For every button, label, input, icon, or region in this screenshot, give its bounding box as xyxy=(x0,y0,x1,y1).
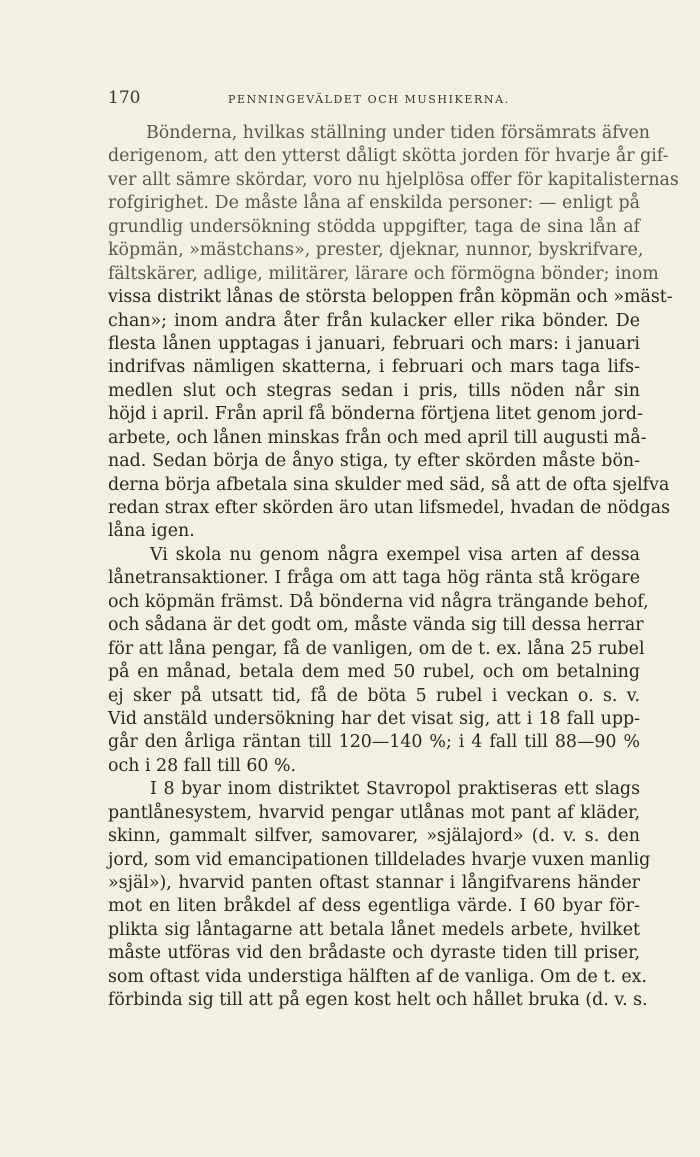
page-number: 170 xyxy=(108,88,141,108)
text-line: ej sker på utsatt tid, få de böta 5 rubel i veckan o. s. v. xyxy=(108,685,640,706)
text-line: plikta sig låntagarne att betala lånet medels arbete, hvilket xyxy=(108,919,640,940)
text-line: grundlig undersökning stödda uppgifter, taga de sina lån af xyxy=(108,216,640,237)
text-line: pantlånesystem, hvarvid pengar utlånas mot pant af kläder, xyxy=(108,802,640,823)
text-line: går den årliga räntan till 120—140 %; i 4 fall till 88—90 % xyxy=(108,732,640,753)
text-line: nad. Sedan börja de ånyo stiga, ty efter skörden måste bön- xyxy=(108,451,640,472)
text-line: derigenom, att den ytterst dåligt skötta jorden för hvarje år gif- xyxy=(108,146,669,167)
text-line: flesta lånen upptagas i januari, februari och mars: i januari xyxy=(108,333,640,354)
text-line: och köpmän främst. Då bönderna vid några trängande behof, xyxy=(108,591,649,612)
text-line: köpmän, »mästchans», prester, djeknar, nunnor, byskrifvare, xyxy=(108,240,644,261)
paragraph-3 xyxy=(108,778,651,1012)
text-line: förbinda sig till att på egen kost helt och hållet bruka (d. v. s. xyxy=(108,990,648,1011)
text-line: redan strax efter skörden äro utan lifsmedel, hvadan de nödgas xyxy=(108,498,671,518)
paragraph-1 xyxy=(108,122,679,544)
text-line: medlen slut och stegras sedan i pris, tills nöden når sin xyxy=(108,380,640,401)
text-line: höjd i april. Från april få bönderna förtjena litet genom jord- xyxy=(108,404,643,425)
text-line: arbete, och lånen minskas från och med april till augusti må- xyxy=(108,427,647,448)
page-header xyxy=(108,88,640,108)
text-line: på en månad, betala dem med 50 rubel, och om betalning xyxy=(108,662,640,683)
text-line: I 8 byar inom distriktet Stavropol praktiseras ett slags xyxy=(150,779,640,800)
text-line: måste utföras vid den brådaste och dyraste tiden till priser, xyxy=(108,943,640,964)
text-line: derna börja afbetala sina skulder med säd, så att de ofta sjelfva xyxy=(108,474,670,495)
text-line: och sådana är det godt om, måste vända sig till dessa herrar xyxy=(108,615,644,636)
text-line: mot en liten bråkdel af dess egentliga värde. I 60 byar för- xyxy=(108,896,640,917)
text-line: jord, som vid emancipationen tilldelades hvarje vuxen manlig xyxy=(108,849,651,870)
text-line: för att låna pengar, få de vanligen, om de t. ex. låna 25 rubel xyxy=(108,638,645,659)
text-line: fältskärer, adlige, militärer, lärare och förmögna bönder; inom xyxy=(108,263,659,284)
text-line: vissa distrikt lånas de största beloppen från köpmän och »mäst- xyxy=(108,287,673,308)
text-line: »själ»), hvarvid panten oftast stannar i långifvarens händer xyxy=(108,873,640,893)
running-head: PENNINGEVÄLDET OCH MUSHIKERNA. xyxy=(228,93,510,106)
text-line: Bönderna, hvilkas ställning under tiden försämrats äfven xyxy=(146,123,650,143)
text-line: låna igen. xyxy=(108,521,195,542)
text-line: chan»; inom andra åter från kulacker eller rika bönder. De xyxy=(108,310,640,331)
body-text xyxy=(108,122,679,1013)
text-line: indrifvas nämligen skatterna, i februari och mars taga lifs- xyxy=(108,357,640,378)
text-line: rofgirighet. De måste låna af enskilda personer: — enligt på xyxy=(108,193,640,214)
text-line: som oftast vida understiga hälften af de vanliga. Om de t. ex. xyxy=(108,966,648,987)
text-line: Vid anstäld undersökning har det visat sig, att i 18 fall upp- xyxy=(108,708,640,729)
text-line: ver allt sämre skördar, voro nu hjelplösa offer för kapitalisternas xyxy=(108,169,679,190)
text-line: och i 28 fall till 60 %. xyxy=(108,755,297,776)
paragraph-2 xyxy=(108,544,649,778)
text-line: lånetransaktioner. I fråga om att taga hög ränta stå krögare xyxy=(108,568,640,589)
text-line: Vi skola nu genom några exempel visa arten af dessa xyxy=(150,544,640,565)
text-line: skinn, gammalt silfver, samovarer, »själajord» (d. v. s. den xyxy=(108,826,640,847)
